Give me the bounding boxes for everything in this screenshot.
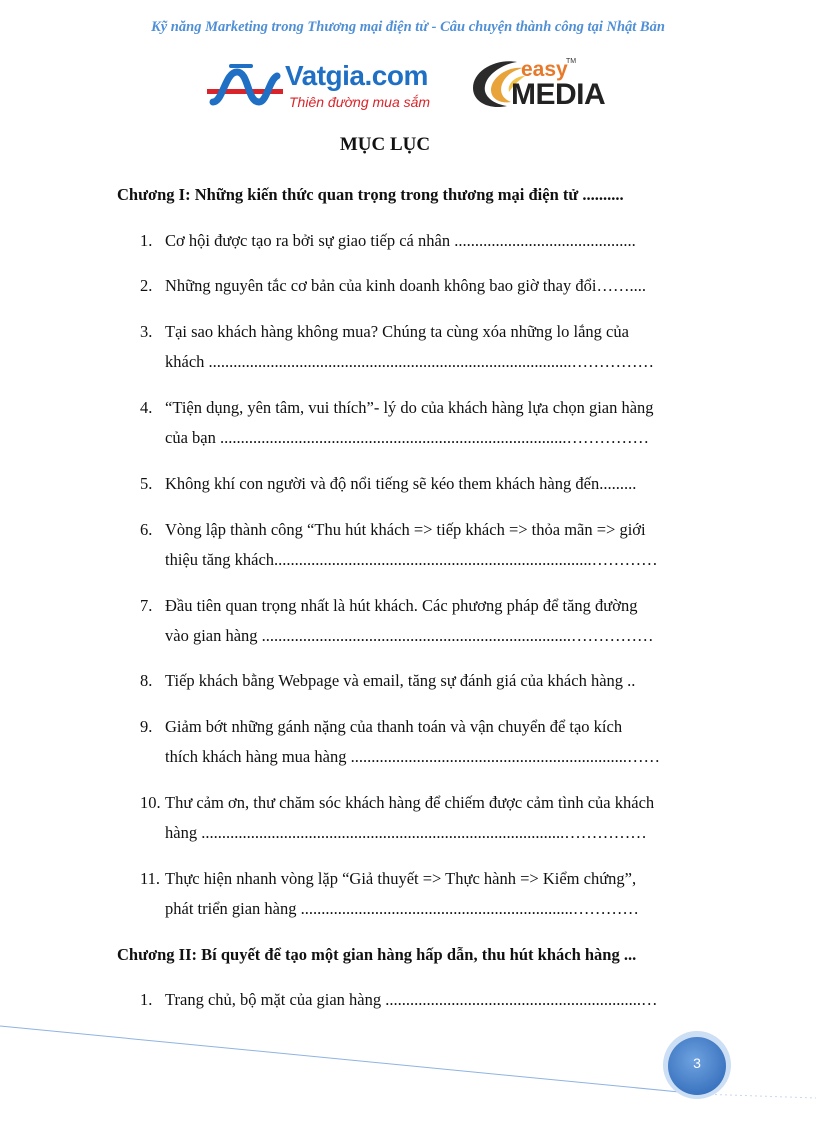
toc-item-text: Giảm bớt những gánh nặng của thanh toán và vận chuyển để tạo kích (165, 717, 623, 736)
vatgia-logo-tagline: Thiên đường mua sắm (289, 94, 431, 110)
toc-item-number: 1. (140, 990, 153, 1009)
toc-item-number: 4. (140, 398, 153, 417)
easymedia-logo-tm: TM (566, 58, 577, 65)
toc-chapter-1[interactable]: Chương I: Những kiến thức quan trọng trong thương mại điện tử .......... (117, 185, 624, 204)
logo-bar (205, 56, 625, 116)
toc-item-text-continued: khách ........................................................................................…………… (165, 352, 655, 371)
easymedia-logo-media: MEDIA (511, 78, 606, 111)
toc-item-number: 3. (140, 322, 153, 341)
page-number: 3 (693, 1055, 701, 1071)
vatgia-logo-icon (207, 62, 283, 110)
toc-item-number: 8. (140, 671, 153, 690)
toc-item-number: 5. (140, 474, 153, 493)
toc-item-text: Không khí con người và độ nổi tiếng sẽ kéo them khách hàng đến......... (165, 474, 637, 493)
toc-chapter-2[interactable]: Chương II: Bí quyết để tạo một gian hàng hấp dẫn, thu hút khách hàng ... (117, 945, 637, 964)
toc-title: MỤC LỤC (339, 134, 431, 155)
toc-item-text-continued: phát triển gian hàng ..................................................................………… (165, 899, 639, 918)
toc-item-text: Trang chủ, bộ mặt của gian hàng ..............................................................… (165, 990, 658, 1009)
toc-item-text: Đầu tiên quan trọng nhất là hút khách. Các phương pháp để tăng đường (165, 596, 638, 615)
toc-item-number: 9. (140, 717, 153, 736)
vatgia-logo-name: Vatgia.com (285, 60, 428, 91)
running-header: Kỹ năng Marketing trong Thương mại điện tử - Câu chuyện thành công tại Nhật Bản (151, 19, 665, 35)
toc-item-text: Thực hiện nhanh vòng lặp “Giả thuyết => Thực hành => Kiểm chứng”, (165, 869, 637, 888)
toc-item-text: Vòng lập thành công “Thu hút khách => tiếp khách => thỏa mãn => giới (165, 520, 646, 539)
toc-item-number: 6. (140, 520, 153, 539)
toc-item-text: Tại sao khách hàng không mua? Chúng ta cùng xóa những lo lắng của (165, 322, 629, 341)
toc-item-number: 10. (140, 793, 161, 812)
toc-item-number: 2. (140, 276, 153, 295)
toc-item-text: “Tiện dụng, yên tâm, vui thích”- lý do của khách hàng lựa chọn gian hàng (165, 398, 654, 417)
toc-item-text: Những nguyên tắc cơ bản của kinh doanh không bao giờ thay đổi…….... (165, 276, 646, 295)
toc-item-text-continued: vào gian hàng ...........................................................................…………… (165, 626, 654, 645)
toc-item-text: Thư cảm ơn, thư chăm sóc khách hàng để chiếm được cảm tình của khách (165, 793, 655, 812)
toc-item-number: 11. (140, 869, 161, 888)
easymedia-logo-easy: easy (521, 58, 568, 81)
toc-item-text: Cơ hội được tạo ra bởi sự giao tiếp cá nhân ............................................ (165, 231, 636, 250)
toc-item-text-continued: thích khách hàng mua hàng ...................................................................…… (165, 747, 660, 766)
toc-item-number: 1. (140, 231, 153, 250)
toc-item-number: 7. (140, 596, 153, 615)
toc-item-text: Tiếp khách bằng Webpage và email, tăng sự đánh giá của khách hàng .. (165, 671, 636, 690)
toc-item-text-continued: hàng ........................................................................................…………… (165, 823, 647, 842)
toc-item-text-continued: của bạn ....................................................................................…………… (165, 428, 649, 447)
toc-item-text-continued: thiệu tăng khách.............................................................................………… (165, 550, 658, 569)
